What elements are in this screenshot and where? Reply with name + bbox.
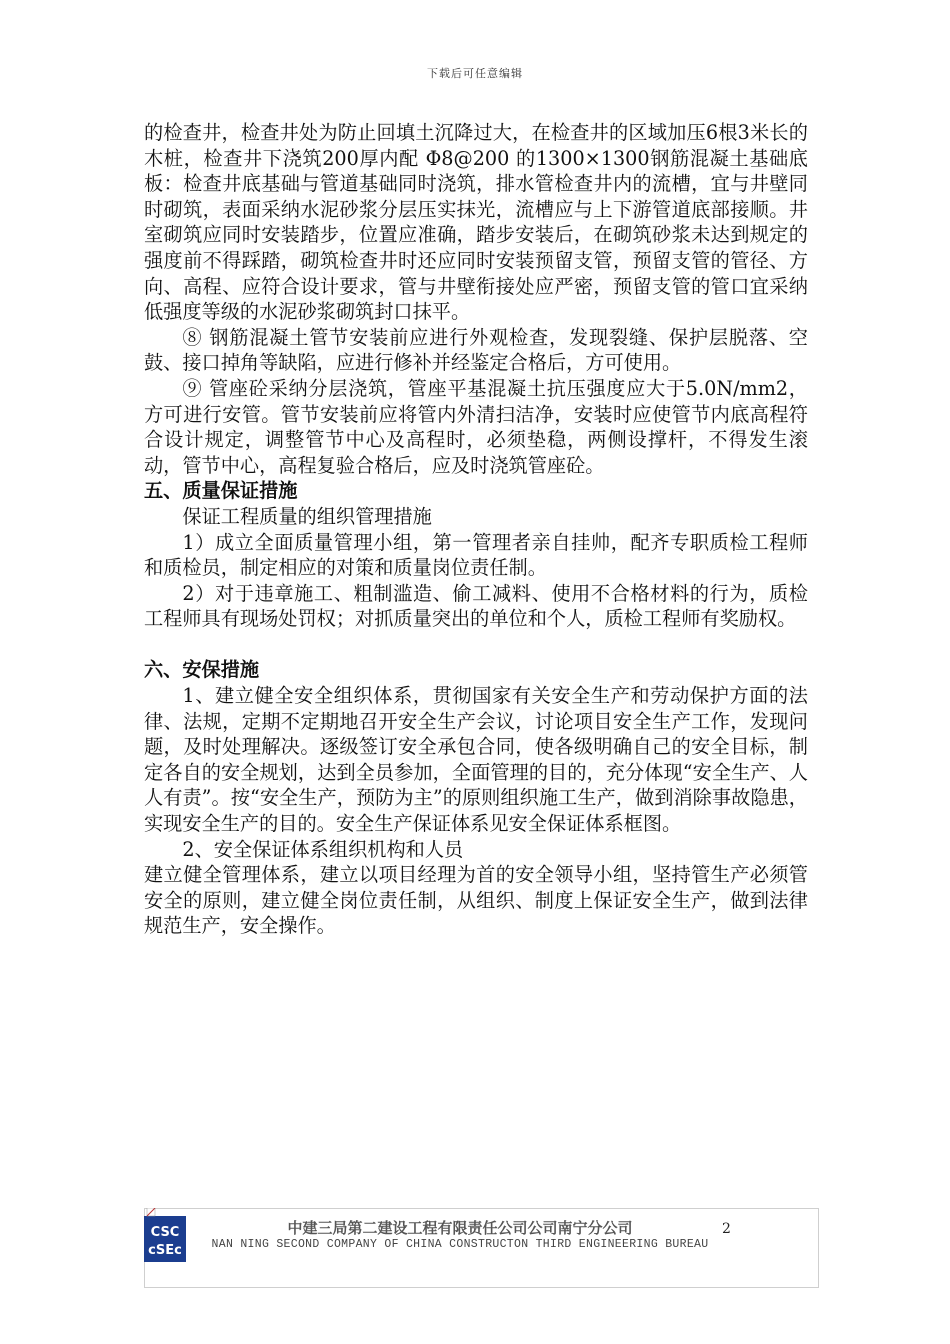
paragraph: ⑨ 管座砼采纳分层浇筑，管座平基混凝土抗压强度应大于5.0N/mm2，方可进行安管。管节安装前应将管内外清扫洁净，安装时应使管节内底高程符合设计规定，调整管节中心及高程时，必须垫稳，两侧设撑杆，不得发生滚动，管节中心，高程复验合格后，应及时浇筑管座砼。 xyxy=(144,376,808,477)
paragraph: 建立健全管理体系，建立以项目经理为首的安全领导小组，坚持管生产必须管安全的原则，建立健全岗位责任制，从组织、制度上保证安全生产，做到法律规范生产，安全操作。 xyxy=(144,863,808,938)
paragraph: 2、安全保证体系组织机构和人员 xyxy=(182,837,464,861)
footer-company-en: NAN NING SECOND COMPANY OF CHINA CONSTRUCTON THIRD ENGINEERING BUREAU xyxy=(211,1238,709,1251)
paragraph: 1）成立全面质量管理小组，第一管理者亲自挂帅，配齐专职质检工程师和质检员，制定相应的对策和质量岗位责任制。 xyxy=(144,530,808,580)
paragraph: 的检查井，检查井处为防止回填土沉降过大，在检查井的区域加压6根3米长的木桩，检查井下浇筑200厚内配 Φ8@200 的1300×1300钢筋混凝土基础底板：检查井底基础与管道基础同时浇筑，排水管检查井内的流槽，宜与井壁同时砌筑，表面采纳水泥砂浆分层压实抹光，流槽应与上下游管道底部接顺。井室砌筑应同时安装踏步，位置应准确，踏步安装后，在砌筑砂浆未达到规定的强度前不得踩踏，砌筑检查井时还应同时安装预留支管，预留支管的管径、方向、高程、应符合设计要求，管与井壁衔接处应严密，预留支管的管口宜采纳低强度等级的水泥砂浆砌筑封口抹平。 xyxy=(144,121,808,324)
svg-text:cSEc: cSEc xyxy=(148,1243,182,1258)
section-heading-safety: 六、安保措施 xyxy=(144,658,260,682)
section-heading-quality: 五、质量保证措施 xyxy=(144,479,298,503)
company-logo-icon xyxy=(144,1208,186,1262)
document-body xyxy=(144,120,808,939)
paragraph: 2）对于违章施工、粗制滥造、偷工减料、使用不合格材料的行为，质检工程师具有现场处罚权；对抓质量突出的单位和个人，质检工程师有奖励权。 xyxy=(144,581,808,631)
header-note: 下载后可任意编辑 xyxy=(427,67,523,80)
footer-company-cn: 中建三局第二建设工程有限责任公司公司南宁分公司 xyxy=(287,1219,633,1237)
page-number: 2 xyxy=(722,1221,731,1237)
paragraph: 1、建立健全安全组织体系，贯彻国家有关安全生产和劳动保护方面的法律、法规，定期不定期地召开安全生产会议，讨论项目安全生产工作，发现问题，及时处理解决。逐级签订安全承包合同，使各级明确自己的安全目标，制定各自的安全规划，达到全员参加，全面管理的目的，充分体现“安全生产、人人有责”。按“安全生产，预防为主”的原则组织施工生产，做到消除事故隐患，实现安全生产的目的。安全生产保证体系见安全保证体系框图。 xyxy=(144,684,808,836)
paragraph: 保证工程质量的组织管理措施 xyxy=(182,504,432,528)
spacer xyxy=(144,632,808,658)
svg-text:CSC: CSC xyxy=(150,1225,180,1240)
paragraph: ⑧ 钢筋混凝土管节安装前应进行外观检查，发现裂缝、保护层脱落、空鼓、接口掉角等缺陷，应进行修补并经鉴定合格后，方可使用。 xyxy=(144,325,808,375)
